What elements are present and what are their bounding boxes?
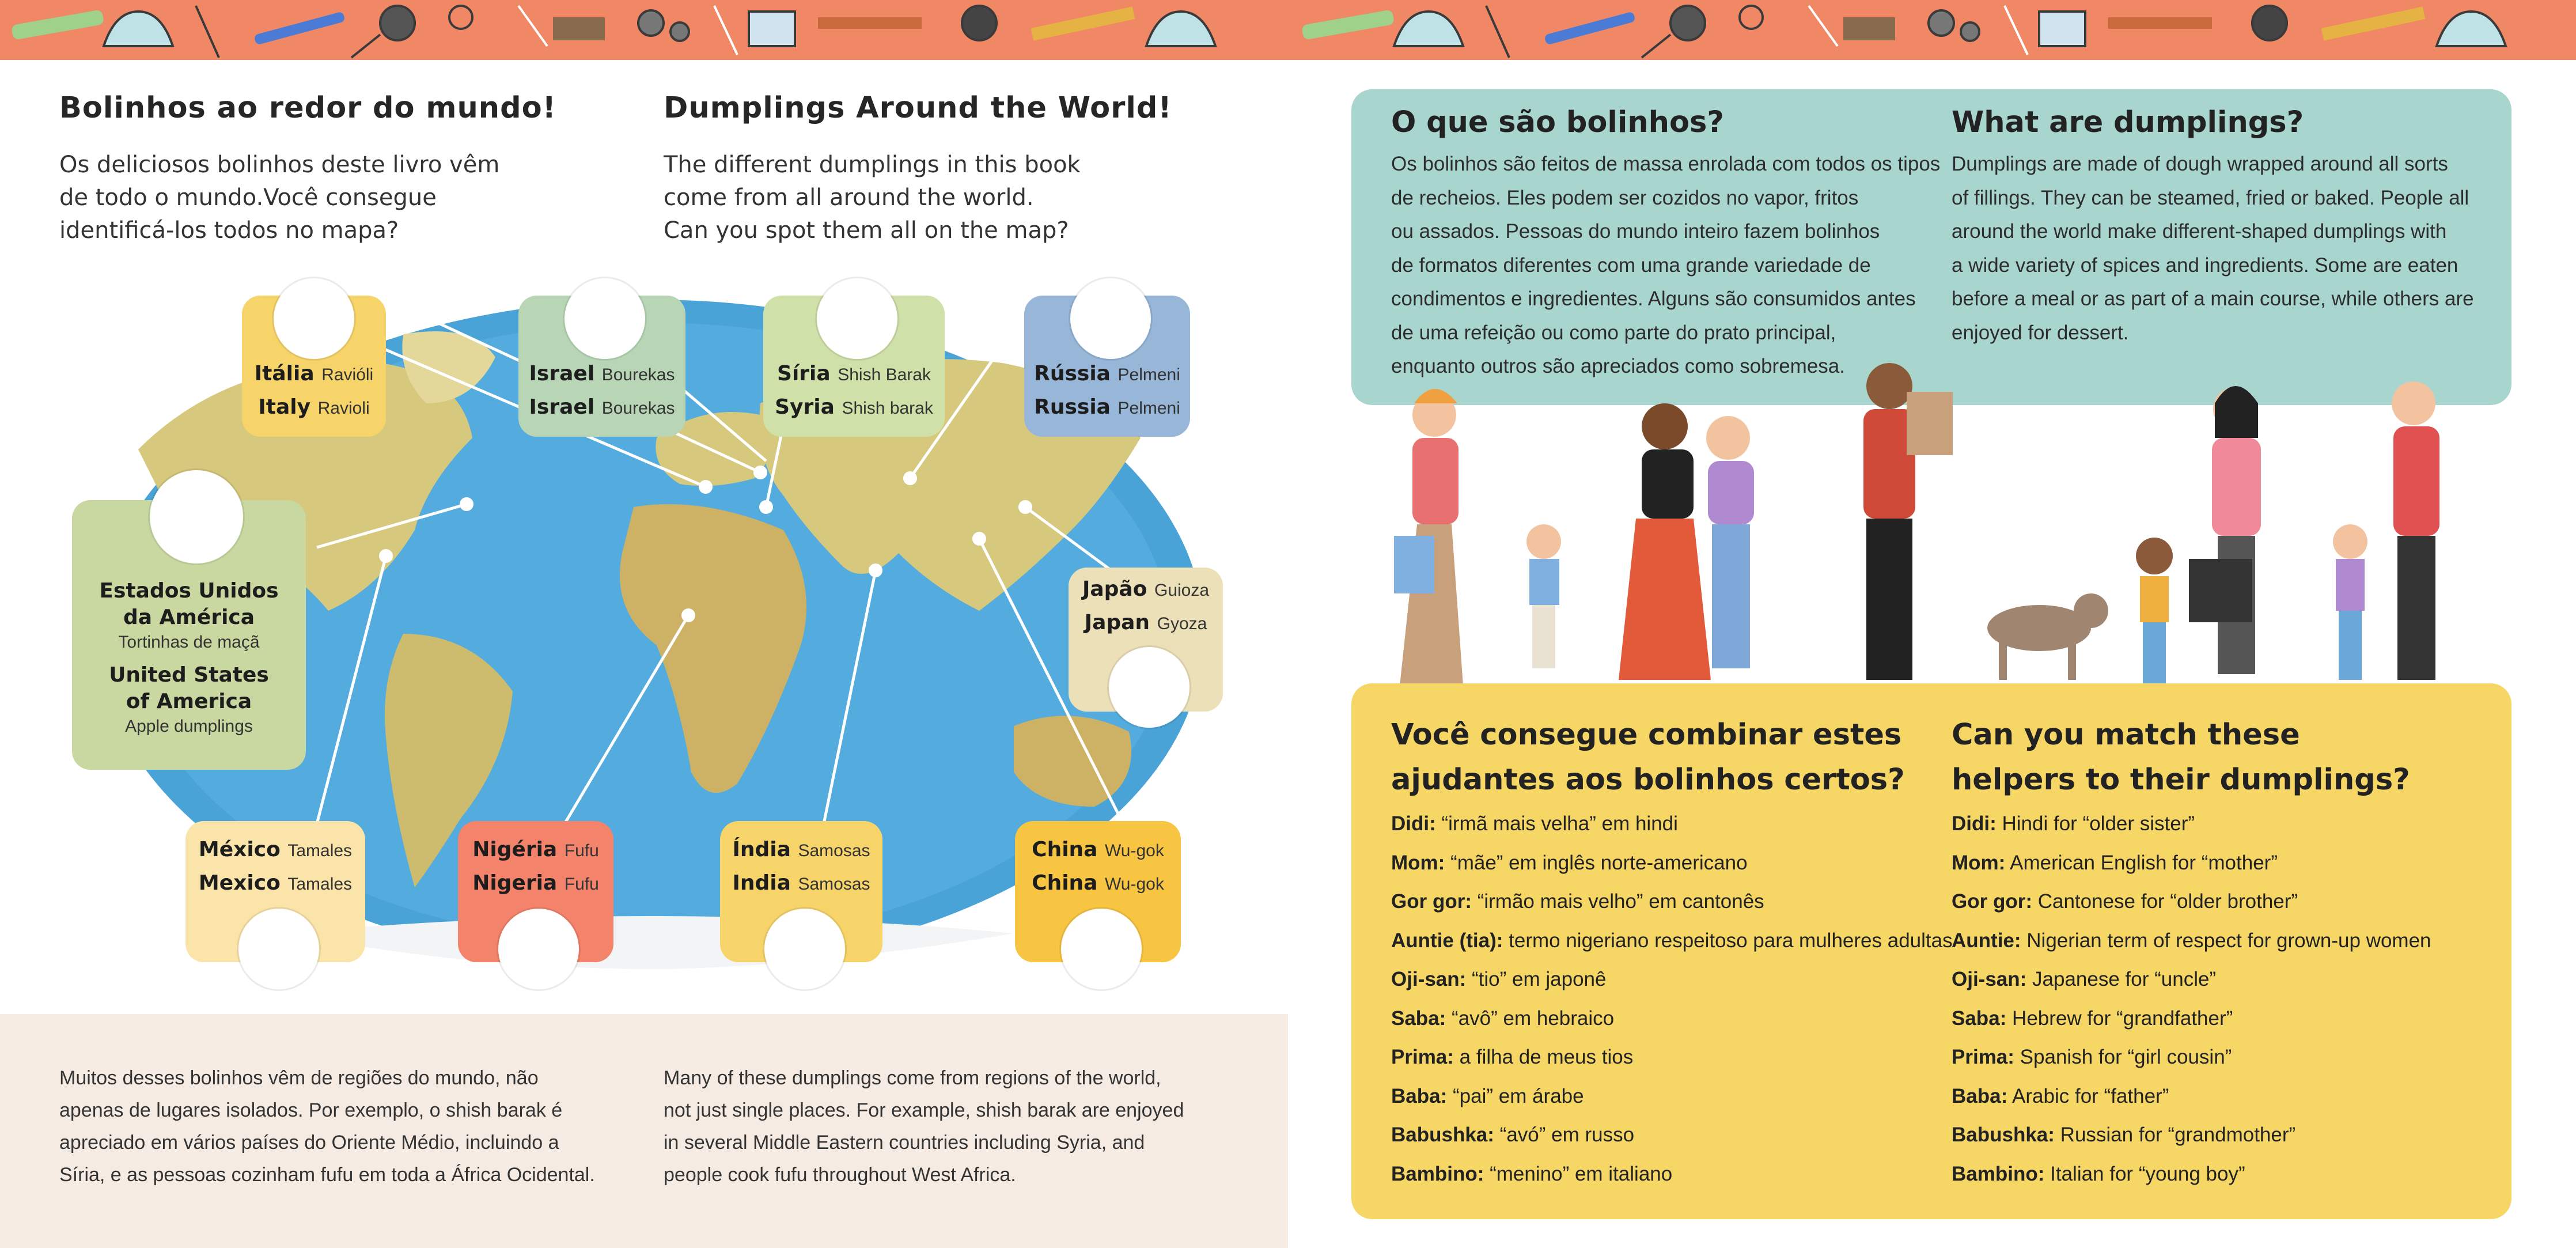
match-title-pt: Você consegue combinar estes ajudantes aos bolinhos certos? — [1391, 718, 1905, 797]
helpers-list-pt — [1391, 812, 1953, 1201]
card-mexico: México Tamales Mexico Tamales — [185, 821, 365, 962]
gyoza-icon — [1109, 647, 1189, 728]
man-in-red — [2392, 381, 2439, 680]
helper-item: Oji-san: “tio” em japonê — [1391, 968, 1607, 990]
intro-pt: Os deliciosos bolinhos deste livro vêm de todo o mundo.Você consegue identificá-los todos no mapa? — [59, 152, 500, 244]
helper-item: Prima: a filha de meus tios — [1391, 1046, 1634, 1068]
page-title-en: Dumplings Around the World! — [664, 91, 1172, 125]
ravioli-icon — [274, 278, 354, 359]
helper-item: Saba: “avô” em hebraico — [1391, 1007, 1615, 1030]
helper-item: Saba: Hebrew for “grandfather” — [1952, 1007, 2233, 1030]
girl — [2333, 524, 2367, 680]
card-japan: Japão Guioza Japan Gyoza — [1069, 568, 1223, 712]
what-text-pt: Os bolinhos são feitos de massa enrolada com todos os tipos de recheios. Eles podem ser cozidos no vapor, fritos ou assados. Pessoas do mundo inteiro fazem bolinhos de formatos diferentes com uma grande variedade de condimentos e ingredientes. Alguns são consumidos antes de uma refeição ou como parte do prato principal, enquanto outros são apreciados como sobremesa. — [1391, 153, 1941, 377]
helpers-list-en — [1952, 812, 2431, 1201]
tamales-icon — [238, 909, 319, 989]
helper-item: Oji-san: Japanese for “uncle” — [1952, 968, 2217, 990]
helper-item: Bambino: “menino” em italiano — [1391, 1162, 1673, 1185]
two-women — [1619, 403, 1754, 680]
woman-with-bags — [1394, 389, 1463, 686]
helper-item: Prima: Spanish for “girl cousin” — [1952, 1046, 2232, 1068]
child — [1526, 524, 1561, 668]
helper-item: Gor gor: “irmão mais velho” em cantonês — [1391, 890, 1764, 913]
apple-dumpling-icon — [150, 470, 243, 564]
samosa-icon — [764, 909, 845, 989]
card-italy: Itália Ravióli Italy Ravioli — [242, 296, 386, 437]
kitchen-utensils-pattern — [0, 0, 2576, 60]
helper-item: Babushka: Russian for “grandmother” — [1952, 1124, 2296, 1146]
dog — [1987, 593, 2108, 680]
bottom-text-en: Many of these dumplings come from regions of the world, not just single places. For example, shish barak are enjoyed in several Middle Eastern countries including Syria, and people cook fufu throughout West Africa. — [664, 1067, 1184, 1186]
page-title-pt: Bolinhos ao redor do mundo! — [59, 91, 556, 125]
card-india: Índia Samosas India Samosas — [720, 821, 882, 962]
intro-en: The different dumplings in this book come from all around the world. Can you spot them all on the map? — [664, 152, 1081, 244]
utensil-border — [0, 0, 2576, 60]
wu-gok-icon — [1061, 909, 1142, 989]
shish-barak-icon — [817, 278, 897, 359]
people-illustration — [1371, 351, 2454, 709]
helper-item: Mom: American English for “mother” — [1952, 851, 2278, 874]
helper-item: Babushka: “avó” em russo — [1391, 1124, 1635, 1146]
fufu-icon — [498, 909, 579, 989]
bottom-text-pt: Muitos desses bolinhos vêm de regiões do mundo, não apenas de lugares isolados. Por exemplo, o shish barak é apreciado em vários países do Oriente Médio, incluindo a Síria, e as pessoas cozinham fufu em toda a África Ocidental. — [59, 1067, 595, 1186]
pelmeni-icon — [1070, 278, 1151, 359]
match-title-en: Can you match these helpers to their dumplings? — [1952, 718, 2410, 797]
helper-item: Baba: Arabic for “father” — [1952, 1084, 2169, 1107]
what-title-en: What are dumplings? — [1952, 105, 2304, 139]
helper-item: Baba: “pai” em árabe — [1391, 1084, 1584, 1107]
boy — [2136, 538, 2173, 686]
card-usa: Estados Unidos da América Tortinhas de maçã United States of America Apple dumplings — [72, 500, 306, 770]
woman-in-pink — [2189, 386, 2261, 674]
card-china: China Wu-gok China Wu-gok — [1015, 821, 1181, 962]
card-israel: Israel Bourekas Israel Bourekas — [518, 296, 685, 437]
card-russia: Rússia Pelmeni Russia Pelmeni — [1024, 296, 1190, 437]
man-with-bags — [1863, 363, 1953, 680]
card-nigeria: Nigéria Fufu Nigeria Fufu — [458, 821, 613, 962]
card-syria: Síria Shish Barak Syria Shish barak — [763, 296, 945, 437]
helper-item: Mom: “mãe” em inglês norte-americano — [1391, 851, 1748, 874]
helper-item: Gor gor: Cantonese for “older brother” — [1952, 890, 2298, 913]
helper-item: Bambino: Italian for “young boy” — [1952, 1162, 2245, 1185]
helper-item: Auntie (tia): termo nigeriano respeitoso para mulheres adultas — [1391, 929, 1953, 952]
helper-item: Didi: “irmã mais velha” em hindi — [1391, 812, 1678, 835]
what-text-en: Dumplings are made of dough wrapped around all sorts of fillings. They can be steamed, fried or baked. People all around the world make different-shaped dumplings with a wide variety of spices and ingredients. Some are eaten before a meal or as part of a main course, while others are enjoyed for dessert. — [1952, 153, 2474, 344]
helper-item: Auntie: Nigerian term of respect for grown-up women — [1952, 929, 2431, 952]
what-title-pt: O que são bolinhos? — [1391, 105, 1724, 139]
helper-item: Didi: Hindi for “older sister” — [1952, 812, 2195, 835]
bourekas-icon — [565, 278, 645, 359]
